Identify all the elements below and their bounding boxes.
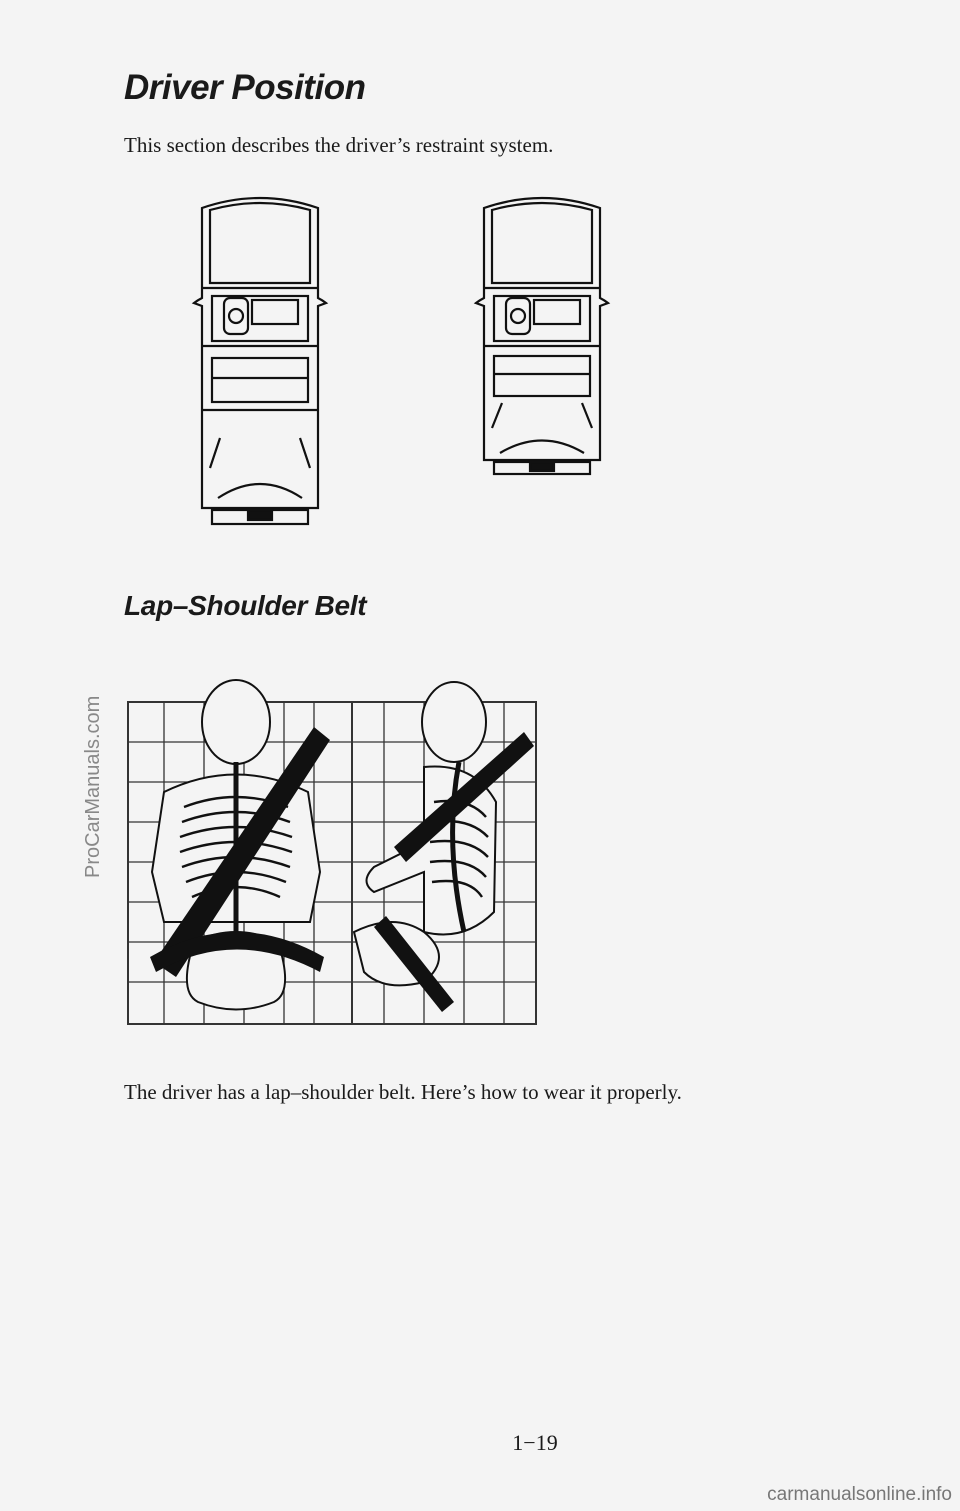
pickup-truck-top-view-icon	[190, 188, 330, 528]
footer-watermark: carmanualsonline.info	[767, 1484, 952, 1505]
intro-paragraph: This section describes the driver’s restraint system.	[124, 133, 554, 157]
section-heading: Driver Position	[124, 68, 366, 107]
skeleton-seatbelt-illustration	[124, 672, 540, 1028]
page-number: 1−19	[512, 1430, 558, 1455]
subsection-heading: Lap–Shoulder Belt	[124, 590, 367, 621]
belt-paragraph: The driver has a lap–shoulder belt. Here’s how to wear it properly.	[124, 1080, 682, 1104]
side-watermark: ProCarManuals.com	[82, 695, 104, 878]
pickup-truck-short-top-view-icon	[472, 188, 612, 478]
